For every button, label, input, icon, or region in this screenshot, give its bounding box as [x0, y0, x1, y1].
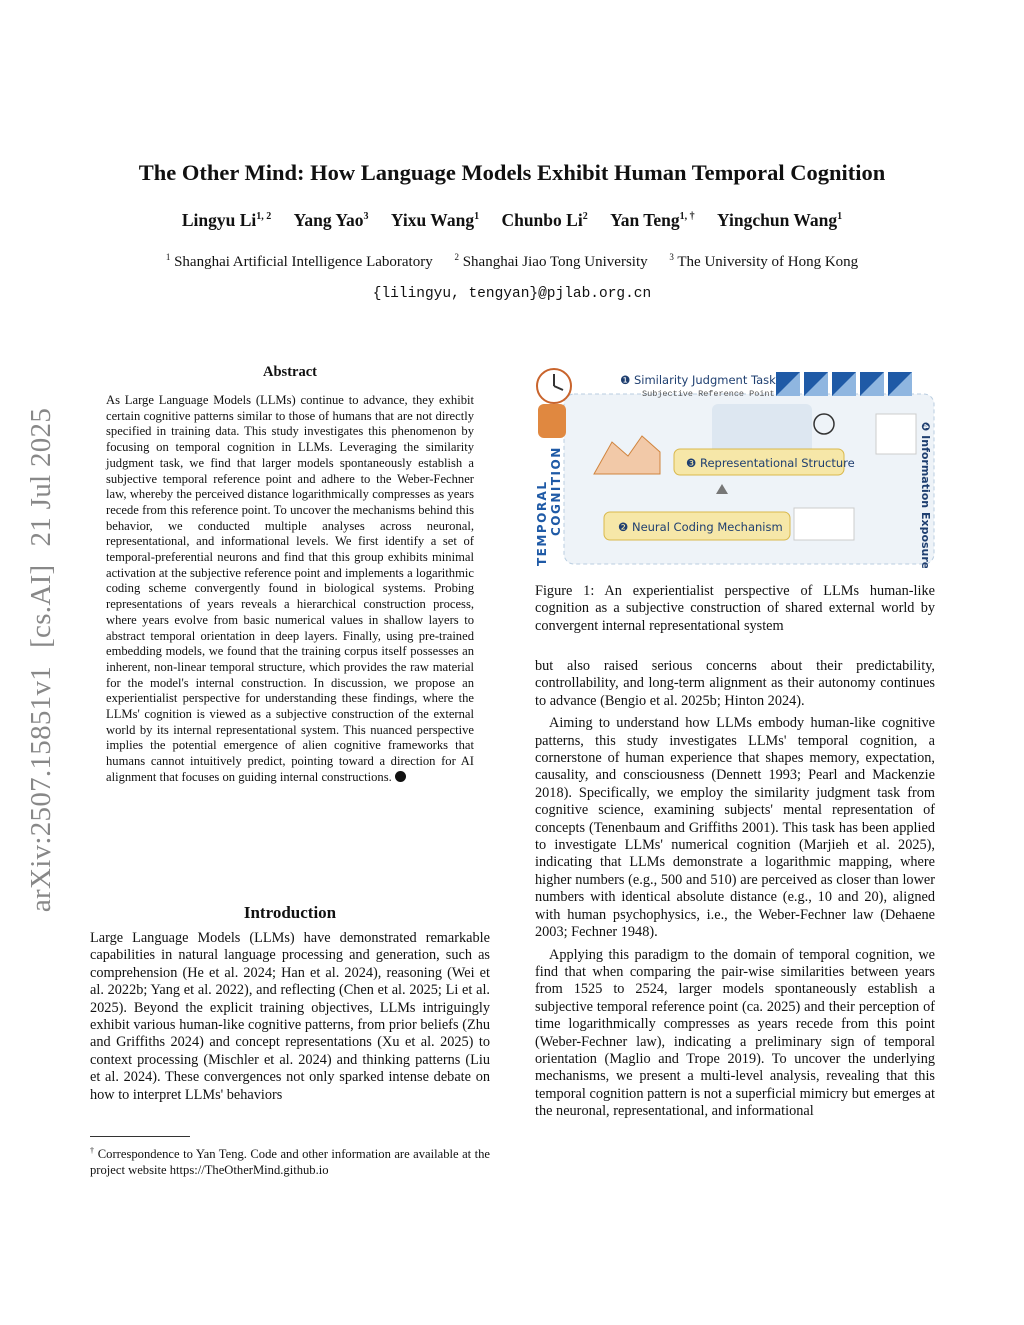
side-label-cognition: COGNITION	[549, 446, 563, 536]
figure-caption: Figure 1: An experientialist perspective of LLMs human-like cognition as a subjective construction of shared external world by convergent internal representational system	[535, 583, 935, 634]
paper-title: The Other Mind: How Language Models Exhibit Human Temporal Cognition	[138, 160, 886, 185]
right-column-body	[535, 658, 935, 1126]
github-icon[interactable]	[395, 771, 406, 782]
stage-4-label: ❹ Information Exposure	[919, 422, 932, 568]
affiliation: $^3$ The University of Hong Kong	[669, 252, 859, 270]
introduction-body: Large Language Models (LLMs) have demonstrated remarkable capabilities in natural language processing and generation, such as comprehension (He et al. 2024; Han et al. 2024), reasoning (Wei et al. 2022b; Yang et al. 2022), and reflecting (Chen et al. 2025; Li et al. 2025). Beyond the explicit training objectives, LLMs intriguingly exhibit various human-like cognitive patterns, from prior beliefs (Zhu and Griffiths 2024) and concept representations (Xu et al. 2025) to context processing (Mischler et al. 2024) and thinking patterns (Liu et al. 2024). These convergences not only sparked intense debate on how to interpret LLMs' behaviors	[90, 930, 490, 1103]
stage-1-label: ❶ Similarity Judgment Task	[620, 373, 776, 387]
word-cloud-thumbnail	[876, 414, 916, 454]
introduction-heading: Introduction	[243, 903, 337, 922]
footnote-divider	[90, 1136, 190, 1137]
plot-thumbnail	[794, 508, 854, 540]
affiliation: $^1$ Shanghai Artificial Intelligence Laboratory	[165, 252, 433, 270]
author-list	[0, 210, 1024, 231]
affiliation: $^2$ Shanghai Jiao Tong University	[454, 252, 648, 270]
stage-2-label: ❷ Neural Coding Mechanism	[618, 520, 783, 534]
stage-3-label: ❸ Representational Structure	[686, 456, 855, 470]
affiliation-list	[0, 252, 1024, 271]
author: Yang Yao$^3$	[293, 210, 369, 230]
footnote: † Correspondence to Yan Teng. Code and other information are available at the project website https://TheOtherMind.github.io	[90, 1146, 491, 1177]
abstract-heading: Abstract	[263, 364, 317, 380]
paragraph: Aiming to understand how LLMs embody human-like cognitive patterns, this study investigates LLMs' temporal cognition, a cornerstone of human experience that shapes memory, expectation, causality, and consciousness (Dennett 1993; Pearl and Mackenzie 2018). Specifically, we employ the similarity judgment task from cognitive science, examining subjects' mental representation of concepts (Tenenbaum and Griffiths 2001). This task has been applied to investigate LLMs' numerical cognition (Marjieh et al. 2025), indicating that LLMs demonstrate a logarithmic mapping, where higher numbers (e.g., 500 and 510) are perceived as closer than lower numbers with identical absolute distance (e.g., 10 and 20), aligned with human psychophysics, i.e., the Weber-Fechner law (Dehaene 2003; Fechner 1948).	[535, 715, 935, 941]
author: Yingchun Wang$^1$	[717, 210, 843, 230]
stage-1-sublabel: Subjective Reference Point	[642, 389, 775, 399]
author-email: {lilingyu, tengyan}@pjlab.org.cn	[372, 286, 652, 302]
heatmap-thumbnails	[776, 372, 912, 396]
paragraph: but also raised serious concerns about their predictability, controllability, and long-term alignment as their autonomy continues to advance (Bengio et al. 2025b; Hinton 2024).	[535, 658, 935, 709]
author: Lingyu Li$^{1, 2}$	[181, 210, 272, 230]
abstract-body: As Large Language Models (LLMs) continue to advance, they exhibit certain cognitive patterns similar to those of humans that are not directly specified in training data. This study investigates this phenomenon by focusing on temporal cognition in LLMs. Leveraging the similarity judgment task, we find that larger models spontaneously establish a subjective temporal reference point and adhere to the Weber-Fechner law, whereby the perceived distance logarithmically compresses as years recede from this reference point. To uncover the mechanisms behind this behavior, we conducted multiple analyses across neuronal, representational, and informational levels. We first identify a set of temporal-preferential neurons and find that this group exhibits minimal activation at the subjective reference point and implements a logarithmic coding scheme convergently found in biological systems. Probing representations of years reveals a hierarchical construction process, where years evolve from basic numerical values in shallow layers to abstract temporal orientation in deep layers. Finally, using pre-trained embedding models, we found that the training corpus itself possesses an inherent, non-linear temporal structure, which provides the raw material for the model's internal construction. In discussion, we propose an experientialist perspective for understanding these findings, where the LLMs' cognition is viewed as a subjective construction of the external world by its internal representational system. This nuanced perspective implies the potential emergence of alien cognitive frameworks that humans cannot intuitively predict, pointing toward a direction for AI alignment that focuses on guiding internal constructions.	[106, 393, 474, 784]
author: Yan Teng$^{1, \dagger}$	[610, 210, 695, 230]
figure-illustration	[532, 356, 937, 568]
figure-1	[532, 356, 937, 568]
character-body-icon	[538, 404, 566, 438]
author: Chunbo Li$^2$	[501, 210, 588, 230]
paragraph: Applying this paradigm to the domain of temporal cognition, we find that when comparing the pair-wise similarities between years from 1525 to 2524, larger models spontaneously establish a subjective temporal reference point (ca. 2025) and their perception of time logarithmically compresses as years recede from this point (Weber-Fechner law), indicating a preliminary sign of temporal orientation (Maglio and Trope 2019). To uncover the underlying mechanisms, we present a multi-level analysis, revealing that this temporal cognition pattern is not a superficial mimicry but emerges at the neuronal, representational, and informational	[535, 946, 935, 1120]
author: Yixu Wang$^1$	[390, 210, 480, 230]
side-label-temporal: TEMPORAL	[535, 480, 549, 566]
arxiv-stamp: arXiv:2507.15851v1[cs.AI]21 Jul 2025	[25, 407, 57, 913]
